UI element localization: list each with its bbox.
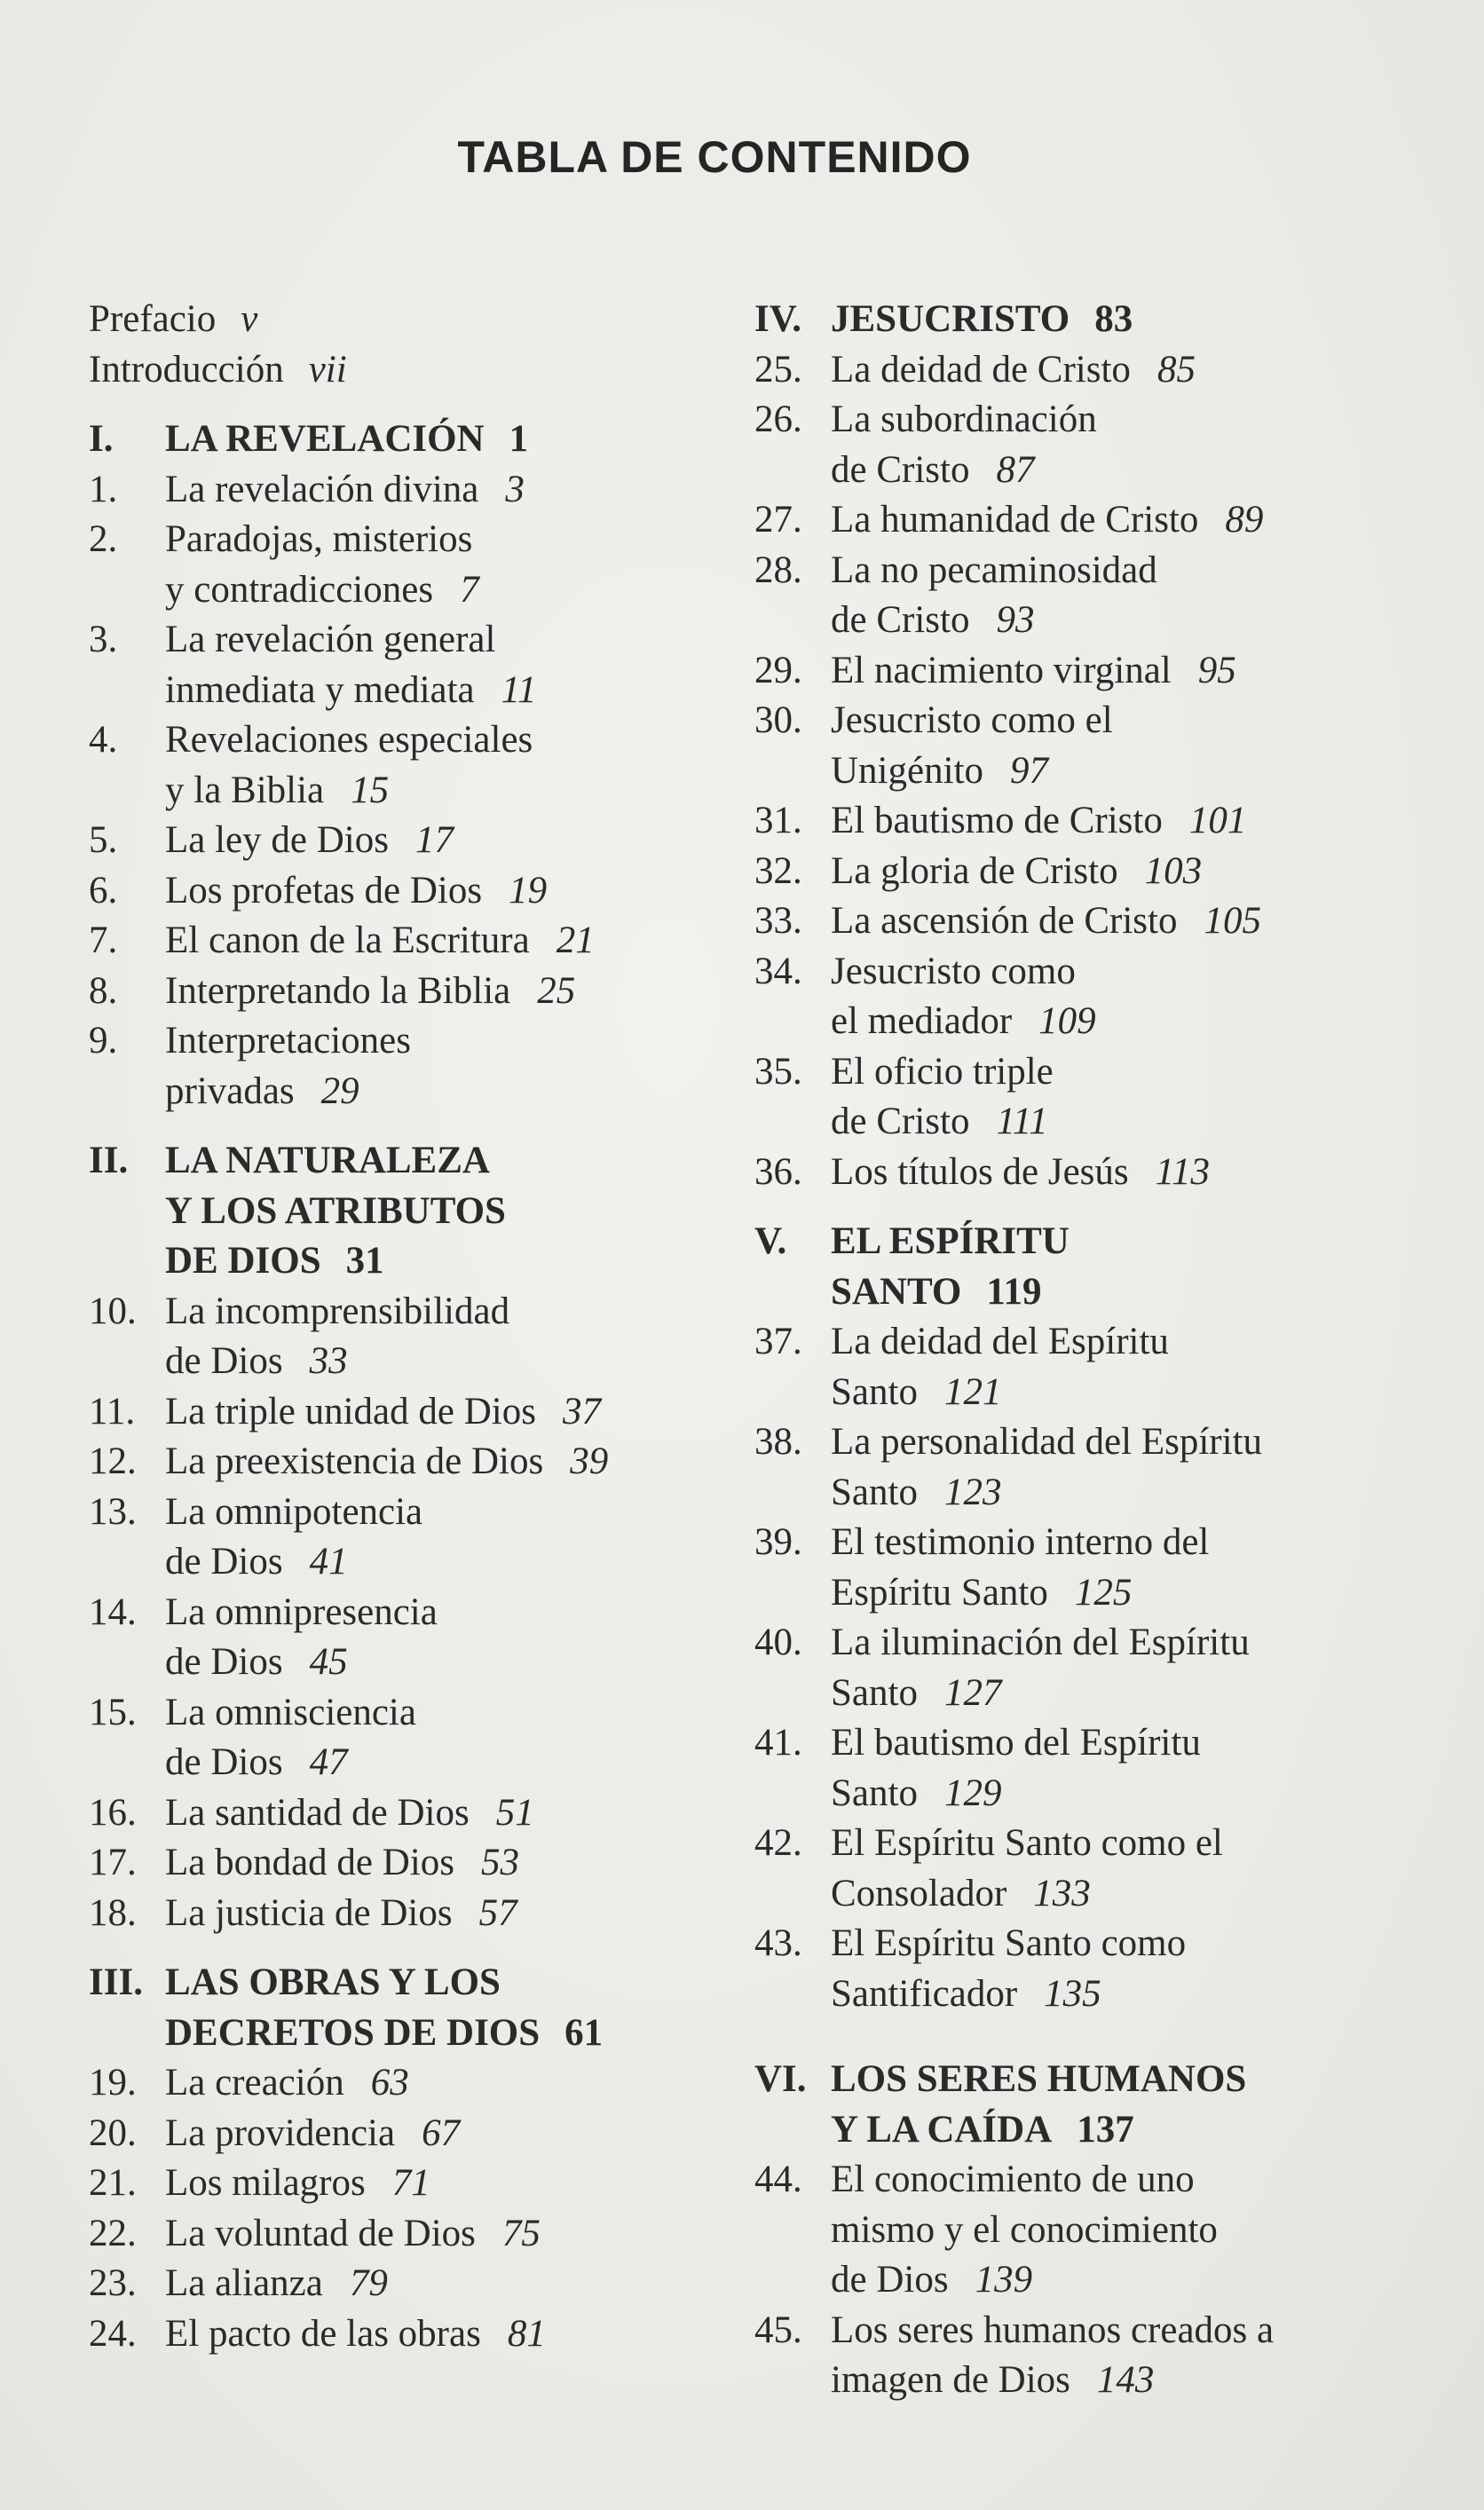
entry-number: 8. [89, 969, 118, 1012]
toc-entry [754, 896, 1358, 947]
toc-entry [754, 1769, 1358, 1819]
entry-number: 36. [754, 1150, 802, 1193]
entry-number: 2. [89, 518, 118, 560]
toc-entry [754, 1047, 1358, 1098]
toc-entry [754, 596, 1358, 646]
page-number: 79 [349, 2262, 388, 2304]
toc-entry [89, 666, 710, 716]
entry-number: 16. [89, 1791, 137, 1834]
section-numeral: II. [89, 1140, 129, 1181]
page-number: 19 [509, 869, 548, 912]
page-number: 39 [570, 1440, 609, 1482]
entry-number: 14. [89, 1590, 137, 1633]
page-number: 123 [943, 1471, 1002, 1513]
toc-entry [754, 345, 1358, 396]
toc-entry [754, 1969, 1358, 2020]
toc-entry [754, 1669, 1358, 1719]
entry-number: 22. [89, 2212, 137, 2254]
page-number: 87 [996, 448, 1035, 491]
entry-number: 34. [754, 950, 802, 992]
entry-number: 10. [89, 1290, 137, 1332]
entry-title-line: La alianza [165, 2262, 323, 2304]
page-number: 57 [478, 1891, 517, 1934]
section-title-line: LAS OBRAS Y LOS [165, 1961, 501, 2003]
entry-title-line: La preexistencia de Dios [165, 1440, 544, 1482]
toc-right-column [754, 295, 1358, 2406]
toc-entry [89, 1688, 710, 1739]
section-heading [89, 1236, 710, 1287]
toc-entry [89, 2259, 710, 2309]
toc-entry [89, 1488, 710, 1538]
entry-number: 31. [754, 800, 802, 841]
page-number: 53 [481, 1842, 520, 1883]
entry-title-line: La santidad de Dios [165, 1791, 470, 1834]
page-number: 135 [1044, 1972, 1101, 2015]
entry-title-line: El Espíritu Santo como el [831, 1822, 1223, 1864]
entry-title-line: mismo y el conocimiento [831, 2208, 1218, 2251]
entry-number: 12. [89, 1440, 137, 1482]
page-number: 137 [1077, 2108, 1134, 2151]
page-number: 81 [507, 2312, 546, 2355]
entry-title-line: Jesucristo como el [831, 699, 1113, 741]
toc-entry [89, 816, 710, 866]
entry-title-line: La incomprensibilidad [165, 1290, 510, 1332]
entry-title-line: La iluminación del Espíritu [831, 1622, 1250, 1663]
page-number: 143 [1096, 2359, 1155, 2401]
entry-title-line: de Dios [165, 1541, 283, 1583]
toc-entry [89, 766, 710, 817]
toc-entry [754, 1148, 1358, 1198]
entry-number: 44. [754, 2159, 802, 2200]
entry-number: 35. [754, 1050, 802, 1093]
entry-number: 23. [89, 2262, 137, 2304]
toc-entry [89, 1788, 710, 1839]
entry-title-line: de Dios [831, 2259, 949, 2301]
entry-title-line: El bautismo del Espíritu [831, 1722, 1201, 1764]
page-number: 17 [414, 819, 454, 861]
section-heading [89, 2009, 710, 2059]
page-number: 75 [501, 2212, 541, 2254]
toc-entry [754, 2306, 1358, 2356]
entry-title-line: privadas [165, 1070, 295, 1112]
section-numeral: V. [754, 1220, 787, 1262]
toc-entry [754, 2356, 1358, 2406]
entry-title-line: El conocimiento de uno [831, 2159, 1195, 2200]
toc-entry [754, 1718, 1358, 1769]
toc-entry [89, 1287, 710, 1338]
entry-number: 45. [754, 2309, 802, 2351]
page-number: 103 [1144, 849, 1203, 892]
entry-number: 40. [754, 1622, 802, 1663]
page-number: 29 [320, 1070, 359, 1112]
toc-entry [89, 967, 710, 1017]
toc-entry [754, 847, 1358, 897]
toc-entry [754, 646, 1358, 697]
page-number: 89 [1225, 499, 1264, 541]
page-number: 21 [556, 920, 595, 961]
entry-number: 9. [89, 1020, 118, 1062]
page-number: vii [308, 348, 347, 391]
entry-title-line: La omnipresencia [165, 1590, 438, 1633]
entry-title-line: de Cristo [831, 1101, 970, 1142]
entry-title-line: El pacto de las obras [165, 2312, 481, 2355]
entry-number: 25. [754, 348, 802, 391]
section-heading [754, 295, 1358, 345]
entry-title-line: inmediata y mediata [165, 668, 475, 711]
entry-number: 1. [89, 468, 118, 510]
toc-entry [89, 2309, 710, 2360]
section-title-line: LOS SERES HUMANOS [831, 2058, 1247, 2100]
toc-entry [89, 615, 710, 666]
entry-title-line: Interpretaciones [165, 1020, 411, 1062]
toc-entry [754, 1618, 1358, 1669]
toc-entry [89, 2159, 710, 2209]
entry-title-line: La personalidad del Espíritu [831, 1421, 1262, 1463]
entry-number: 13. [89, 1490, 137, 1533]
entry-number: 21. [89, 2162, 137, 2204]
section-heading [89, 1136, 710, 1187]
page-number: 33 [309, 1340, 348, 1382]
entry-title-line: Espíritu Santo [831, 1571, 1048, 1614]
section-numeral: I. [89, 418, 114, 460]
toc-entry [89, 2209, 710, 2260]
entry-number: 4. [89, 719, 118, 761]
page-number: 93 [996, 599, 1035, 641]
entry-title-line: La ascensión de Cristo [831, 900, 1178, 942]
toc-entry [89, 1016, 710, 1067]
entry-number: 5. [89, 819, 118, 861]
section-heading [89, 1958, 710, 2009]
entry-number: 15. [89, 1691, 137, 1733]
toc-entry [754, 1518, 1358, 1568]
toc-entry [754, 1368, 1358, 1418]
entry-title-line: El nacimiento virginal [831, 649, 1172, 691]
entry-title-line: La providencia [165, 2111, 396, 2154]
section-numeral: III. [89, 1961, 143, 2003]
section-title-line: EL ESPÍRITU [831, 1220, 1070, 1262]
page-number: 121 [943, 1370, 1002, 1413]
entry-number: 38. [754, 1421, 802, 1463]
toc-entry [754, 1097, 1358, 1148]
page-number: 51 [495, 1791, 534, 1834]
toc-entry [89, 1838, 710, 1889]
section-numeral: VI. [754, 2058, 807, 2100]
entry-title-line: La bondad de Dios [165, 1842, 455, 1883]
page-number: 1 [509, 418, 529, 460]
entry-title-line: La deidad de Cristo [831, 348, 1131, 391]
entry-title-line: El oficio triple [831, 1050, 1054, 1093]
page-number: 25 [537, 969, 576, 1012]
toc-entry [89, 916, 710, 967]
toc-entry [89, 565, 710, 616]
page-number: 109 [1038, 1000, 1096, 1042]
entry-title-line: El Espíritu Santo como [831, 1922, 1187, 1964]
entry-title-line: de Dios [165, 1340, 283, 1382]
entry-title-line: Unigénito [831, 749, 983, 792]
entry-title-line: de Cristo [831, 448, 970, 491]
entry-title-line: La gloria de Cristo [831, 849, 1118, 892]
section-heading [89, 414, 710, 465]
entry-title-line: La voluntad de Dios [165, 2212, 476, 2254]
toc-entry [754, 395, 1358, 446]
entry-title-line: La revelación general [165, 619, 496, 660]
page-number: 127 [943, 1671, 1002, 1714]
toc-left-column [89, 295, 710, 2359]
entry-number: 20. [89, 2111, 137, 2154]
entry-title-line: Consolador [831, 1872, 1007, 1914]
entry-title-line: El canon de la Escritura [165, 920, 530, 961]
toc-entry [754, 1468, 1358, 1519]
section-title-line: LA REVELACIÓN [165, 418, 485, 460]
section-title-line: Y LA CAÍDA [831, 2108, 1053, 2151]
page-number: 7 [460, 568, 479, 611]
entry-number: 11. [89, 1390, 136, 1433]
entry-title-line: La humanidad de Cristo [831, 499, 1199, 541]
entry-title-line: de Dios [165, 1741, 283, 1783]
toc-entry [89, 2058, 710, 2109]
entry-title-line: Paradojas, misterios [165, 518, 473, 560]
page-number: 41 [309, 1541, 348, 1583]
section-heading [89, 1187, 710, 1237]
section-title-line: SANTO [831, 1270, 962, 1313]
entry-title-line: La justicia de Dios [165, 1891, 453, 1934]
page-number: 85 [1156, 348, 1196, 391]
page-number: 129 [943, 1772, 1002, 1814]
toc-entry [754, 1568, 1358, 1619]
toc-entry [754, 1919, 1358, 1969]
section-title-line: LA NATURALEZA [165, 1140, 490, 1181]
entry-number: 39. [754, 1521, 802, 1563]
toc-entry [89, 515, 710, 565]
entry-number: 3. [89, 619, 118, 660]
entry-number: 27. [754, 499, 802, 541]
entry-number: 19. [89, 2062, 137, 2104]
entry-title-line: y contradicciones [165, 568, 434, 611]
page-number: 61 [564, 2011, 604, 2054]
entry-title-line: imagen de Dios [831, 2359, 1070, 2401]
entry-number: 6. [89, 869, 118, 912]
entry-title-line: y la Biblia [165, 769, 325, 811]
entry-title-line: Santo [831, 1671, 918, 1714]
toc-entry [754, 495, 1358, 546]
entry-title-line: La triple unidad de Dios [165, 1390, 536, 1433]
page-number: v [241, 298, 258, 340]
toc-entry [89, 465, 710, 516]
entry-title-line: La ley de Dios [165, 819, 389, 861]
entry-title-line: Santo [831, 1370, 918, 1413]
toc-entry [89, 866, 710, 917]
page-number: 119 [986, 1270, 1042, 1313]
toc-entry [89, 1067, 710, 1117]
entry-title-line: La omnisciencia [165, 1691, 416, 1733]
page-number: 97 [1009, 749, 1048, 792]
page-number: 133 [1033, 1872, 1091, 1914]
toc-entry [89, 1638, 710, 1688]
page-number: 95 [1197, 649, 1236, 691]
toc-entry [754, 947, 1358, 998]
toc-entry [89, 1337, 710, 1387]
page-number: 37 [562, 1390, 601, 1433]
page-number: 47 [309, 1741, 348, 1783]
entry-title-line: Revelaciones especiales [165, 719, 533, 761]
toc-entry [89, 1889, 710, 1939]
entry-title-line: Los seres humanos creados a [831, 2309, 1275, 2351]
page-number: 3 [505, 468, 525, 510]
entry-number: 33. [754, 900, 802, 942]
page-number: 139 [975, 2259, 1033, 2301]
entry-number: 29. [754, 649, 802, 691]
front-matter-item [89, 295, 710, 345]
toc-entry [754, 446, 1358, 496]
front-matter-label: Introducción [89, 348, 284, 391]
section-title-line: Y LOS ATRIBUTOS [165, 1189, 506, 1232]
entry-title-line: Santificador [831, 1972, 1018, 2015]
entry-title-line: Santo [831, 1471, 918, 1513]
toc-entry [89, 1588, 710, 1638]
entry-title-line: Jesucristo como [831, 950, 1076, 992]
page-number: 15 [351, 769, 390, 811]
section-heading [754, 2055, 1358, 2105]
section-title-line: DE DIOS [165, 1240, 321, 1282]
entry-number: 17. [89, 1842, 137, 1883]
section-heading [754, 1217, 1358, 1267]
entry-number: 43. [754, 1922, 802, 1964]
toc-entry [89, 2109, 710, 2159]
toc-entry [754, 997, 1358, 1047]
entry-title-line: Los títulos de Jesús [831, 1150, 1129, 1193]
entry-number: 30. [754, 699, 802, 741]
toc-entry [754, 746, 1358, 797]
page-number: 125 [1074, 1571, 1133, 1614]
page-number: 101 [1188, 800, 1247, 841]
page-number: 105 [1204, 900, 1261, 942]
front-matter-label: Prefacio [89, 298, 217, 340]
entry-title-line: La deidad del Espíritu [831, 1321, 1169, 1362]
entry-number: 26. [754, 399, 802, 440]
entry-number: 28. [754, 549, 802, 591]
section-heading [754, 2105, 1358, 2156]
toc-entry [754, 696, 1358, 746]
toc-entry [754, 1417, 1358, 1468]
page-title: TABLA DE CONTENIDO [457, 132, 972, 182]
section-numeral: IV. [754, 298, 801, 340]
page-number: 111 [996, 1101, 1048, 1142]
toc-entry [754, 546, 1358, 596]
page-number: 31 [345, 1240, 384, 1282]
toc-entry [754, 2206, 1358, 2256]
page-number: 45 [309, 1641, 348, 1683]
toc-entry [89, 715, 710, 766]
entry-title-line: El bautismo de Cristo [831, 800, 1163, 841]
toc-entry [89, 1437, 710, 1488]
page-number: 63 [370, 2062, 409, 2104]
section-title-line: DECRETOS DE DIOS [165, 2011, 541, 2054]
toc-entry [754, 1317, 1358, 1368]
toc-entry [754, 2155, 1358, 2206]
front-matter-item [89, 345, 710, 396]
toc-entry [754, 1869, 1358, 1920]
entry-title-line: La subordinación [831, 399, 1097, 440]
section-title-line: JESUCRISTO [831, 298, 1070, 340]
entry-title-line: de Dios [165, 1641, 283, 1683]
entry-title-line: Santo [831, 1772, 918, 1814]
entry-number: 41. [754, 1722, 802, 1764]
entry-title-line: el mediador [831, 1000, 1013, 1042]
toc-entry [89, 1738, 710, 1788]
entry-title-line: Los profetas de Dios [165, 869, 483, 912]
entry-number: 42. [754, 1822, 802, 1864]
entry-title-line: El testimonio interno del [831, 1521, 1210, 1563]
entry-title-line: La omnipotencia [165, 1490, 423, 1533]
entry-number: 7. [89, 920, 118, 961]
section-heading [754, 1267, 1358, 1318]
toc-entry [89, 1387, 710, 1438]
toc-entry [754, 796, 1358, 847]
page-number: 71 [391, 2162, 430, 2204]
toc-entry [89, 1537, 710, 1588]
entry-number: 32. [754, 849, 802, 892]
entry-number: 18. [89, 1891, 137, 1934]
entry-title-line: La no pecaminosidad [831, 549, 1157, 591]
page-number: 11 [501, 668, 537, 711]
entry-number: 37. [754, 1321, 802, 1362]
entry-title-line: Interpretando la Biblia [165, 969, 511, 1012]
toc-entry [754, 2255, 1358, 2306]
page-number: 83 [1094, 298, 1133, 340]
entry-title-line: La creación [165, 2062, 344, 2104]
entry-title-line: Los milagros [165, 2162, 366, 2204]
toc-entry [754, 1819, 1358, 1869]
page-number: 67 [422, 2111, 461, 2154]
entry-title-line: de Cristo [831, 599, 970, 641]
page-number: 113 [1155, 1150, 1210, 1193]
entry-title-line: La revelación divina [165, 468, 479, 510]
entry-number: 24. [89, 2312, 137, 2355]
